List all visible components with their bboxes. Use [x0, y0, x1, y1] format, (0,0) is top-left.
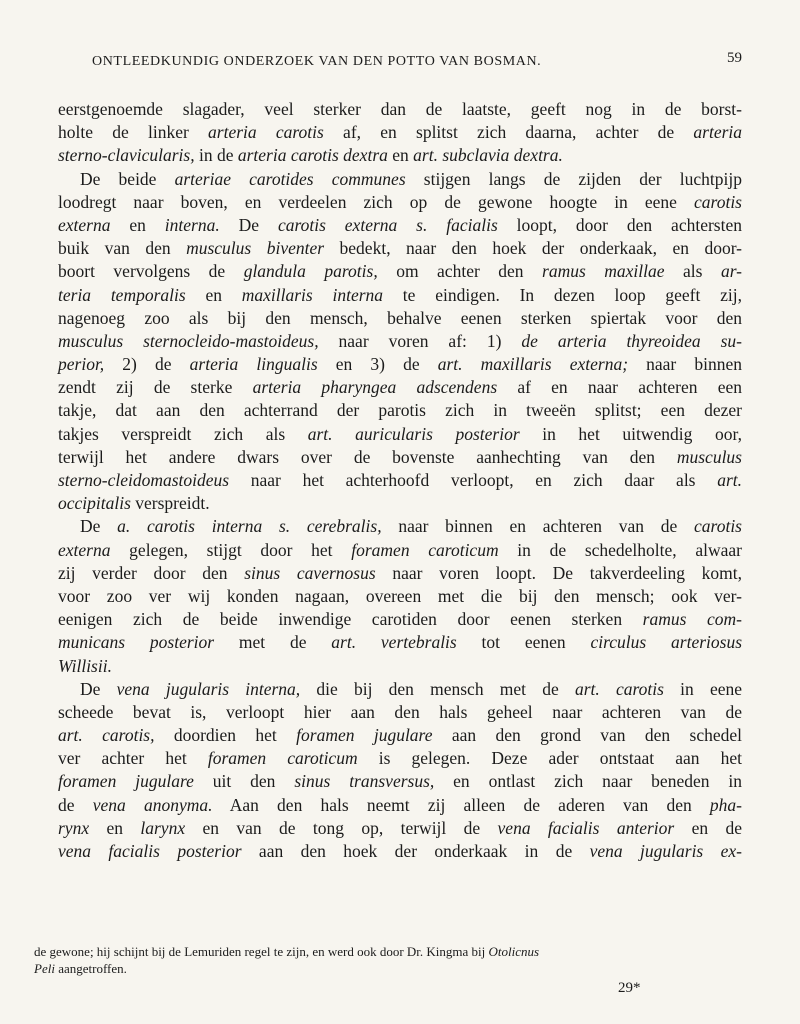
text-run: eerstgenoemde slagader, veel sterker dan de laatste, geeft nog in de borst- [58, 99, 742, 119]
text-line [58, 237, 742, 260]
latin-term: de arteria thyreoidea su- [521, 330, 742, 351]
latin-term: vena jugularis ex- [589, 841, 742, 861]
text-run: takjes verspreidt zich als [58, 423, 308, 444]
text-run: scheede bevat is, verloopt hier aan den hals geheel naar achteren van de [58, 701, 742, 722]
text-line [58, 794, 742, 817]
text-run: die bij den mensch met de [300, 678, 575, 699]
latin-term: perior, [58, 354, 105, 375]
running-title: ONTLEEDKUNDIG ONDERZOEK VAN DEN POTTO VAN BOSMAN. [92, 54, 542, 69]
signature-mark: 29* [618, 980, 641, 996]
text-run: tot eenen [456, 632, 591, 653]
text-line [58, 817, 742, 840]
latin-term: carotis externa s. facialis [277, 214, 498, 235]
text-line [58, 701, 742, 724]
text-run: De [80, 516, 118, 537]
latin-term: Willisii. [58, 655, 112, 676]
text-run: loodregt naar boven, en verdeelen zich op de gewone hoogte in eene [58, 191, 695, 212]
text-line [58, 284, 742, 307]
text-run: verspreidt. [130, 493, 210, 514]
latin-term: ramus com- [642, 609, 742, 630]
text-run: naar binnen en achteren van de [381, 516, 695, 537]
text-run: zij verder door den [58, 562, 245, 583]
text-line [58, 608, 742, 631]
text-run: naar voren af: 1) [318, 330, 522, 351]
text-line [58, 492, 742, 515]
text-run: doordien het [154, 725, 297, 746]
latin-term: larynx [140, 817, 186, 838]
page-number: 59 [727, 50, 742, 66]
latin-term: vena facialis posterior [58, 841, 242, 861]
footnote-line: de gewone; hij schijnt bij de Lemuriden regel te zijn, en werd ook door Dr. Kingma bij Otolicnus [34, 944, 540, 959]
text-run: in het uitwendig oor, [519, 423, 742, 444]
text-run: en ontlast zich naar beneden in [434, 771, 742, 792]
latin-term: arteria carotis dextra [237, 145, 388, 166]
text-line [58, 191, 742, 214]
latin-term: ar- [720, 261, 742, 282]
latin-term: art. auricularis posterior [307, 423, 520, 444]
text-line [58, 214, 742, 237]
latin-term: maxillaris interna [241, 284, 384, 305]
text-run: af, en splitst zich daarna, achter de [323, 122, 694, 143]
latin-term: arteria pharyngea adscendens [252, 377, 498, 398]
text-run: naar het achterhoofd verloopt, en zich daar als [229, 470, 718, 490]
latin-term: art. carotis, [58, 725, 155, 746]
text-line [58, 840, 742, 863]
latin-term: sterno-cleidomastoideus [58, 470, 230, 490]
text-line [58, 168, 742, 191]
text-run: boort vervolgens de [58, 261, 244, 282]
text-line [58, 515, 742, 538]
text-run: zendt zij de sterke [58, 377, 253, 398]
text-line [58, 631, 742, 654]
latin-term: art. carotis [574, 678, 664, 699]
latin-term: sterno-clavicularis, [58, 145, 195, 166]
latin-term: musculus sternocleido-mastoideus, [58, 330, 319, 351]
text-run: De [219, 214, 278, 235]
latin-term: arteriae carotides communes [174, 168, 406, 189]
latin-term: interna. [164, 214, 220, 235]
latin-term: teria temporalis [58, 284, 186, 305]
text-line [58, 98, 742, 121]
text-run: naar binnen [628, 354, 743, 375]
text-run: als [664, 261, 721, 282]
latin-term: a. carotis interna s. cerebralis, [117, 516, 382, 537]
text-run: buik van den [58, 238, 187, 259]
text-run: in eene [663, 678, 742, 699]
text-run: en [185, 284, 242, 305]
text-line [58, 330, 742, 353]
running-header [58, 40, 742, 70]
latin-term: pha- [709, 794, 742, 815]
text-run: holte de linker [58, 122, 209, 143]
latin-term: foramen caroticum [351, 539, 499, 560]
text-line [58, 747, 742, 770]
latin-term: ramus maxillae [542, 261, 665, 282]
latin-term: occipitalis [58, 493, 131, 514]
text-run: voor zoo ver wij konden nagaan, overeen met die bij den mensch; ook ver- [58, 585, 742, 606]
text-run: gelegen, stijgt door het [110, 539, 352, 560]
latin-term: foramen jugulare [58, 771, 194, 792]
footnote [34, 943, 734, 977]
text-run: naar voren loopt. De takverdeeling komt, [375, 562, 743, 583]
text-run: ver achter het [58, 748, 208, 769]
text-line [58, 562, 742, 585]
text-run: uit den [193, 771, 295, 792]
latin-term: sinus transversus, [294, 771, 435, 792]
text-line [58, 423, 742, 446]
latin-term: carotis [694, 191, 742, 212]
text-line [58, 307, 742, 330]
latin-term: art. subclavia dextra. [413, 145, 563, 166]
text-line [58, 121, 742, 144]
page [58, 40, 742, 863]
text-run: en [110, 214, 165, 235]
latin-term: art. [717, 470, 742, 490]
text-line [58, 144, 742, 167]
text-run: en [89, 817, 141, 838]
text-run: en de [674, 817, 742, 838]
latin-term: vena facialis anterior [497, 817, 675, 838]
text-run: stijgen langs de zijden der luchtpijp [405, 168, 742, 189]
text-run: de [58, 794, 93, 815]
text-line [58, 260, 742, 283]
text-line [58, 770, 742, 793]
text-line [58, 724, 742, 747]
latin-term: art. vertebralis [331, 632, 457, 653]
latin-term: glandula parotis, [243, 261, 378, 282]
text-line [58, 585, 742, 608]
text-line [58, 655, 742, 678]
latin-term: foramen jugulare [296, 725, 433, 746]
text-line [58, 539, 742, 562]
latin-term: carotis [694, 516, 742, 537]
text-run: en [387, 145, 414, 166]
text-run: in de [194, 145, 238, 166]
footnote-line: Peli aangetroffen. [34, 961, 127, 976]
text-line [58, 469, 742, 492]
text-line [58, 446, 742, 469]
text-run: aan den grond van den schedel [432, 725, 743, 746]
text-run: nagenoeg zoo als bij den mensch, behalve eenen sterken spiertak voor den [58, 307, 742, 328]
text-run: met de [214, 632, 332, 653]
text-run: De [80, 678, 117, 699]
text-line [58, 376, 742, 399]
latin-term: rynx [58, 817, 90, 838]
text-run: bedekt, naar den hoek der onderkaak, en door- [324, 238, 742, 259]
text-run: en van de tong op, terwijl de [185, 817, 498, 838]
text-line [58, 399, 742, 422]
text-run: af en naar achteren een [497, 377, 742, 398]
text-run: is gelegen. Deze ader ontstaat aan het [357, 748, 743, 769]
text-run: terwijl het andere dwars over de bovenste aanhechting van den [58, 446, 677, 467]
latin-term: vena anonyma. [92, 794, 213, 815]
latin-term: circulus arteriosus [590, 632, 742, 653]
latin-term: municans posterior [58, 632, 215, 653]
text-line [58, 678, 742, 701]
latin-term: externa [58, 539, 111, 560]
text-run: takje, dat aan den achterrand der parotis zich in tweeën splitst; een dezer [58, 400, 742, 421]
latin-term: arteria lingualis [189, 354, 318, 375]
text-run: om achter den [377, 261, 543, 282]
body-text [58, 98, 742, 863]
text-run: loopt, door den achtersten [497, 214, 742, 235]
latin-term: musculus [676, 446, 742, 467]
text-run: 2) de [104, 354, 190, 375]
latin-term: arteria [693, 122, 743, 143]
latin-term: vena jugularis interna, [116, 678, 301, 699]
text-run: De beide [80, 168, 175, 189]
text-run: in de schedelholte, alwaar [498, 539, 742, 560]
latin-term: art. maxillaris externa; [437, 354, 629, 375]
text-run: eenigen zich de beide inwendige carotiden door eenen sterken [58, 609, 643, 630]
latin-term: foramen caroticum [207, 748, 358, 769]
text-run: en 3) de [317, 354, 438, 375]
latin-term: arteria carotis [208, 122, 324, 143]
text-run: aan den hoek der onderkaak in de [241, 841, 590, 861]
text-run: te eindigen. In dezen loop geeft zij, [383, 284, 742, 305]
latin-term: externa [58, 214, 111, 235]
latin-term: musculus biventer [186, 238, 325, 259]
latin-term: sinus cavernosus [244, 562, 376, 583]
text-line [58, 353, 742, 376]
text-run: Aan den hals neemt zij alleen de aderen van den [212, 794, 710, 815]
